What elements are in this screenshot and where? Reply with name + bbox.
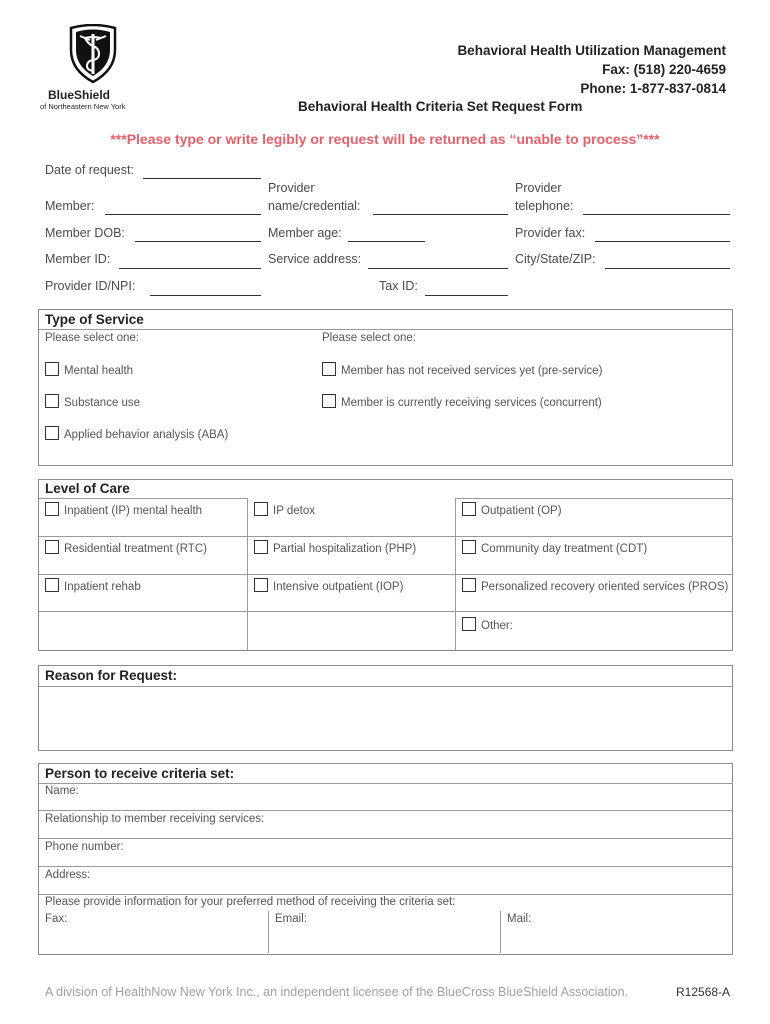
iop-checkbox[interactable] <box>254 578 268 592</box>
level-of-care-title: Level of Care <box>45 481 130 496</box>
ip-detox-option[interactable] <box>254 502 315 517</box>
provider-id-npi-field[interactable] <box>150 295 261 296</box>
form-code: R12568-A <box>676 985 731 999</box>
pros-checkbox[interactable] <box>462 578 476 592</box>
shield-caduceus-icon <box>68 24 118 84</box>
grid-line <box>455 498 733 499</box>
form-title: Behavioral Health Criteria Set Request Form <box>298 99 583 114</box>
reason-textarea[interactable] <box>40 688 730 748</box>
inpatient-mh-option[interactable] <box>45 502 202 517</box>
grid-line <box>268 911 269 953</box>
preferred-method-label: Please provide information for your preferred method of receiving the criteria set: <box>45 896 456 908</box>
recipient-section <box>38 763 733 955</box>
select-one-left: Please select one: <box>45 332 139 344</box>
recipient-title: Person to receive criteria set: <box>45 766 235 781</box>
php-option[interactable] <box>254 540 416 555</box>
email-label: Email: <box>275 913 307 925</box>
member-age-label: Member age: <box>268 226 342 240</box>
provider-id-npi-label: Provider ID/NPI: <box>45 279 136 293</box>
substance-use-label: Substance use <box>64 397 141 409</box>
city-state-zip-field[interactable] <box>605 268 730 269</box>
aba-option[interactable] <box>45 426 228 441</box>
pre-service-label: Member has not received services yet (pre-service) <box>341 365 603 377</box>
provider-telephone-label-line1: Provider <box>515 181 562 195</box>
city-state-zip-label: City/State/ZIP: <box>515 252 596 266</box>
substance-use-checkbox[interactable] <box>45 394 59 408</box>
grid-line <box>247 498 248 651</box>
mental-health-option[interactable] <box>45 362 133 377</box>
grid-line <box>38 574 733 575</box>
inpatient-mh-checkbox[interactable] <box>45 502 59 516</box>
aba-checkbox[interactable] <box>45 426 59 440</box>
member-dob-field[interactable] <box>135 241 261 242</box>
member-field[interactable] <box>105 214 261 215</box>
concurrent-label: Member is currently receiving services (concurrent) <box>341 397 602 409</box>
provider-name-label-line2: name/credential: <box>268 199 361 213</box>
address-label: Address: <box>45 869 91 881</box>
provider-name-field[interactable] <box>373 214 508 215</box>
grid-line <box>38 611 733 612</box>
ip-detox-checkbox[interactable] <box>254 502 268 516</box>
cdt-option[interactable] <box>462 540 647 555</box>
member-dob-label: Member DOB: <box>45 226 125 240</box>
pre-service-checkbox[interactable] <box>322 362 336 376</box>
iop-option[interactable] <box>254 578 403 593</box>
provider-fax-field[interactable] <box>595 241 730 242</box>
phone-number-label: Phone number: <box>45 841 124 853</box>
pros-option[interactable] <box>462 578 728 593</box>
inpatient-rehab-option[interactable] <box>45 578 141 593</box>
grid-line <box>38 838 733 839</box>
inpatient-rehab-checkbox[interactable] <box>45 578 59 592</box>
legibility-warning: ***Please type or write legibly or request will be returned as “unable to process”*** <box>110 131 660 147</box>
provider-name-label-line1: Provider <box>268 181 315 195</box>
pros-label: Personalized recovery oriented services (PROS) <box>481 581 729 593</box>
aba-label: Applied behavior analysis (ABA) <box>64 429 229 441</box>
header-fax: Fax: (518) 220-4659 <box>602 62 726 77</box>
member-age-field[interactable] <box>348 241 425 242</box>
rtc-label: Residential treatment (RTC) <box>64 543 207 555</box>
provider-fax-label: Provider fax: <box>515 226 586 240</box>
member-label: Member: <box>45 199 95 213</box>
header-phone: Phone: 1-877-837-0814 <box>580 81 726 96</box>
inpatient-rehab-label: Inpatient rehab <box>64 581 141 593</box>
footer-disclaimer: A division of HealthNow New York Inc., an independent licensee of the BlueCross BlueShield Association. <box>45 985 628 999</box>
date-of-request-field[interactable] <box>143 178 261 179</box>
iop-label: Intensive outpatient (IOP) <box>273 581 404 593</box>
php-checkbox[interactable] <box>254 540 268 554</box>
provider-telephone-field[interactable] <box>583 214 730 215</box>
mental-health-checkbox[interactable] <box>45 362 59 376</box>
other-label: Other: <box>481 620 513 632</box>
brand-name: BlueShield <box>48 88 111 102</box>
other-option[interactable] <box>462 617 513 632</box>
ip-detox-label: IP detox <box>273 505 315 517</box>
grid-line <box>455 498 456 651</box>
outpatient-label: Outpatient (OP) <box>481 505 562 517</box>
grid-line <box>38 810 733 811</box>
select-one-right: Please select one: <box>322 332 416 344</box>
grid-line <box>38 536 733 537</box>
provider-telephone-label-line2: telephone: <box>515 199 574 213</box>
other-checkbox[interactable] <box>462 617 476 631</box>
grid-line <box>38 866 733 867</box>
rtc-option[interactable] <box>45 540 207 555</box>
tax-id-label: Tax ID: <box>379 279 418 293</box>
service-address-field[interactable] <box>368 268 508 269</box>
member-id-field[interactable] <box>119 268 261 269</box>
pre-service-option[interactable] <box>322 362 602 377</box>
mental-health-label: Mental health <box>64 365 134 377</box>
fax-label: Fax: <box>45 913 68 925</box>
grid-line <box>38 498 248 499</box>
member-id-label: Member ID: <box>45 252 111 266</box>
cdt-label: Community day treatment (CDT) <box>481 543 648 555</box>
concurrent-option[interactable] <box>322 394 602 409</box>
reason-title: Reason for Request: <box>45 668 178 683</box>
outpatient-option[interactable] <box>462 502 562 517</box>
type-of-service-title: Type of Service <box>45 312 144 327</box>
php-label: Partial hospitalization (PHP) <box>273 543 417 555</box>
grid-line <box>38 783 733 784</box>
grid-line <box>38 894 733 895</box>
relationship-label: Relationship to member receiving services: <box>45 813 265 825</box>
outpatient-checkbox[interactable] <box>462 502 476 516</box>
rtc-checkbox[interactable] <box>45 540 59 554</box>
concurrent-checkbox[interactable] <box>322 394 336 408</box>
inpatient-mh-label: Inpatient (IP) mental health <box>64 505 203 517</box>
substance-use-option[interactable] <box>45 394 140 409</box>
header-title: Behavioral Health Utilization Management <box>457 43 726 58</box>
section-divider <box>38 329 733 330</box>
recipient-name-label: Name: <box>45 785 79 797</box>
service-address-label: Service address: <box>268 252 362 266</box>
section-divider <box>38 686 733 687</box>
tax-id-field[interactable] <box>425 295 508 296</box>
grid-line <box>500 911 501 953</box>
date-of-request-label: Date of request: <box>45 163 134 177</box>
cdt-checkbox[interactable] <box>462 540 476 554</box>
mail-label: Mail: <box>507 913 532 925</box>
brand-subtitle: of Northeastern New York <box>40 102 126 111</box>
